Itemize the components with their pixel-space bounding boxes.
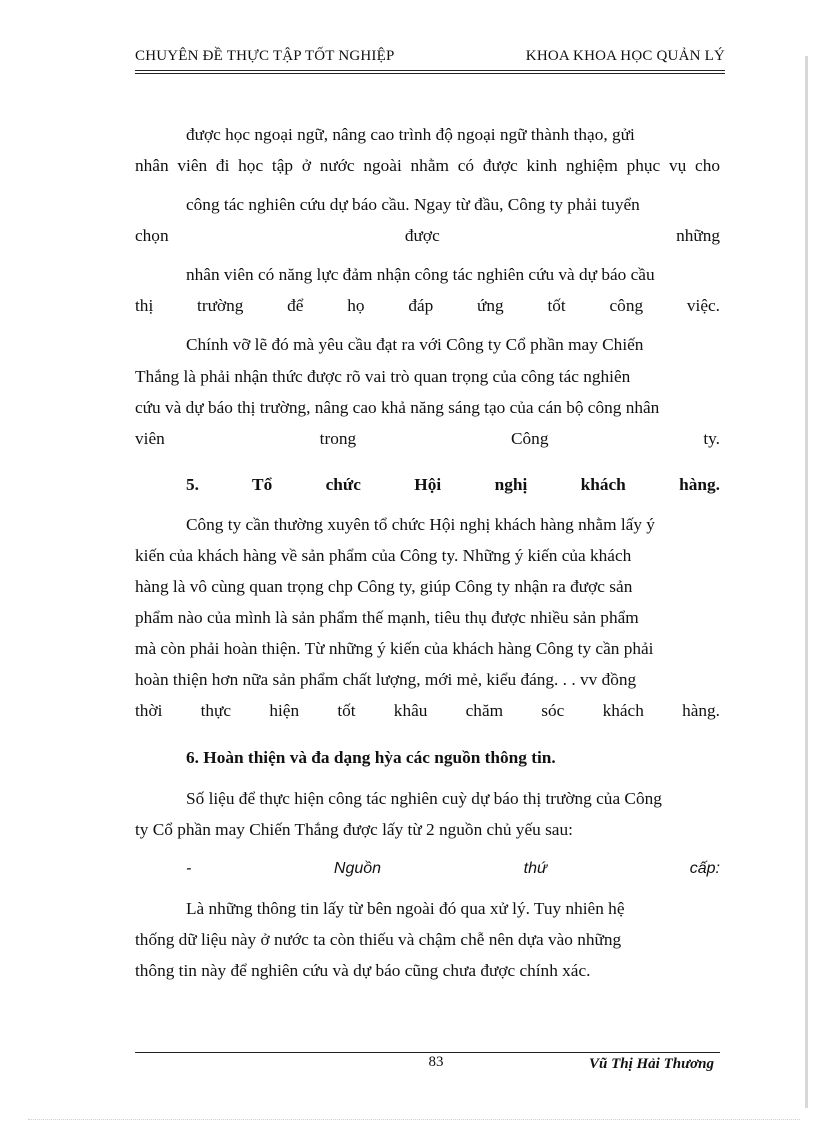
body-line: thời thực hiện tốt khâu chăm sóc khách hàng. [135,701,720,720]
body-line: Số liệu để thực hiện công tác nghiên cuỳ dự báo thị trường của Công [186,789,662,808]
body-line: được học ngoại ngữ, nâng cao trình độ ngoại ngữ thành thạo, gửi [186,125,635,144]
body-line: hoàn thiện hơn nữa sản phẩm chất lượng, mới mẻ, kiểu đáng. . . vv đồng [135,670,637,689]
header-department-title: CHUYÊN ĐỀ THỰC TẬP TỐT NGHIỆP [135,48,395,64]
body-line: Thắng là phải nhận thức được rõ vai trò quan trọng của công tác nghiên [135,367,631,386]
body-line: chọn được những [135,226,720,245]
page-bottom-edge [28,1119,800,1120]
body-line: Chính vỡ lẽ đó mà yêu cầu đạt ra với Công ty Cổ phần may Chiến [186,335,644,354]
header-faculty-title: KHOA KHOA HỌC QUẢN LÝ [525,48,725,64]
section-heading-5: 5. Tổ chức Hội nghị khách hàng. [186,475,720,494]
body-line: thống dữ liệu này ở nước ta còn thiếu và chậm chễ nên dựa vào những [135,930,622,949]
body-line: nhân viên có năng lực đảm nhận công tác nghiên cứu và dự báo cầu [186,265,655,284]
body-line: thị trường để họ đáp ứng tốt công việc. [135,296,720,315]
body-line: kiến của khách hàng về sản phẩm của Công ty. Những ý kiến của khách [135,546,632,565]
footer-rule [135,1052,720,1053]
body-line: viên trong Công ty. [135,429,720,448]
body-line: Là những thông tin lấy từ bên ngoài đó qua xử lý. Tuy nhiên hệ [186,899,625,918]
section-heading-6: 6. Hoàn thiện và đa dạng hỳa các nguồn thông tin. [186,748,556,767]
header-rule [135,70,725,71]
body-line: mà còn phải hoàn thiện. Từ những ý kiến của khách hàng Công ty cần phải [135,639,654,658]
body-line: công tác nghiên cứu dự báo cầu. Ngay từ đầu, Công ty phải tuyển [186,195,640,214]
page-number: 83 [428,1054,444,1070]
body-line: phẩm nào của mình là sản phẩm thế mạnh, tiêu thụ được nhiều sản phẩm [135,608,639,627]
body-line: Công ty cần thường xuyên tổ chức Hội nghị khách hàng nhằm lấy ý [186,515,655,534]
footer-author: Vũ Thị Hải Thương [589,1056,714,1072]
body-line: nhân viên đi học tập ở nước ngoài nhằm có được kinh nghiệm phục vụ cho [135,156,720,175]
body-line: cứu và dự báo thị trường, nâng cao khả năng sáng tạo của cán bộ công nhân [135,398,660,417]
header-rule [135,73,725,74]
list-item-secondary-source: - Nguồn thứ cấp: [186,860,720,877]
body-line: thông tin này để nghiên cứu và dự báo cũng chưa được chính xác. [135,961,591,980]
page-header [135,48,725,70]
body-line: hàng là vô cùng quan trọng chp Công ty, giúp Công ty nhận ra được sản [135,577,633,596]
page-shadow-edge [805,56,808,1108]
body-line: ty Cổ phần may Chiến Thắng được lấy từ 2 nguồn chủ yếu sau: [135,820,573,839]
